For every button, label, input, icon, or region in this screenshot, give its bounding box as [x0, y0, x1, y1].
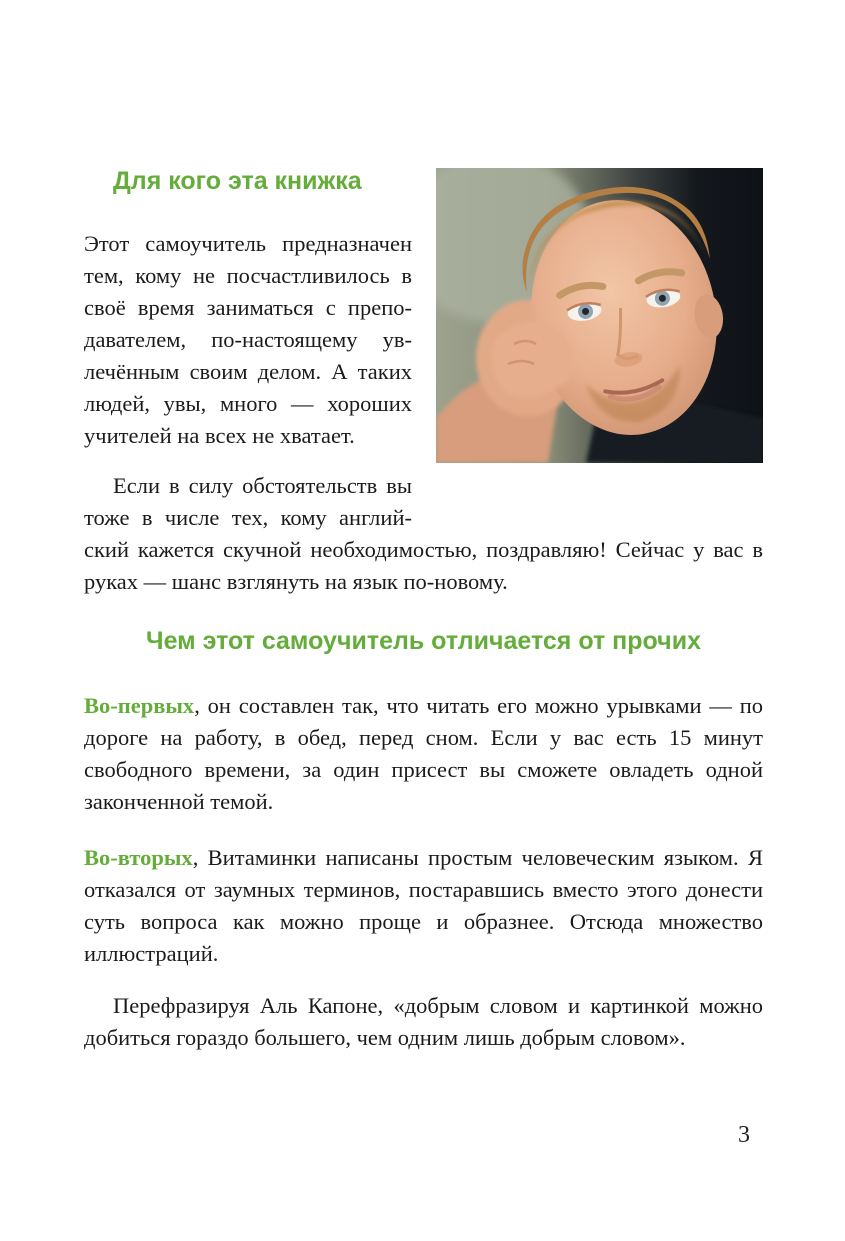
paragraph-capone: Перефразируя Аль Капоне, «добрым словом и картинкой можно добиться гораздо большего, чем одним лишь добрым словом».: [84, 993, 763, 1050]
portrait-photo: [436, 168, 763, 463]
lead-second: Во-вторых: [84, 845, 193, 870]
paragraph-second-text: , Витаминки написаны простым человеческим языком. Я отказался от заумных терминов, постаравшись вместо этого донести суть вопроса как можно проще и образнее. Отсюда множество иллюстраций.: [84, 845, 763, 966]
paragraph-first: [84, 690, 763, 818]
paragraph-second: [84, 842, 763, 970]
paragraph-if: Если в силу обстоятельств вы тоже в числе тех, кому английский кажется скучной необходимостью, поздравляю! Сейчас у вас в руках — шанс взглянуть на язык по-новому.: [84, 473, 763, 594]
section-heading-who: Для кого эта книжка: [113, 167, 362, 195]
page-content: [84, 160, 763, 1072]
section-heading-difference: Чем этот самоучитель отличается от прочих: [146, 627, 701, 655]
page-number: 3: [738, 1122, 750, 1148]
paragraph-intro: Этот самоучитель предназначен тем, кому не посчастливилось в своё время заниматься с преподавателем, по-настоящему увлечённым своим делом. А таких людей, увы, много — хороших учителей на всех не хватает.: [84, 231, 412, 448]
portrait-illustration: [436, 168, 763, 463]
lead-first: Во-первых: [84, 693, 195, 718]
paragraph-first-text: , он составлен так, что читать его можно урывками — по дороге на работу, в обед, перед сном. Если у вас есть 15 минут свободного времени, за один присест вы сможете овладеть одной законченной темой.: [84, 693, 763, 814]
